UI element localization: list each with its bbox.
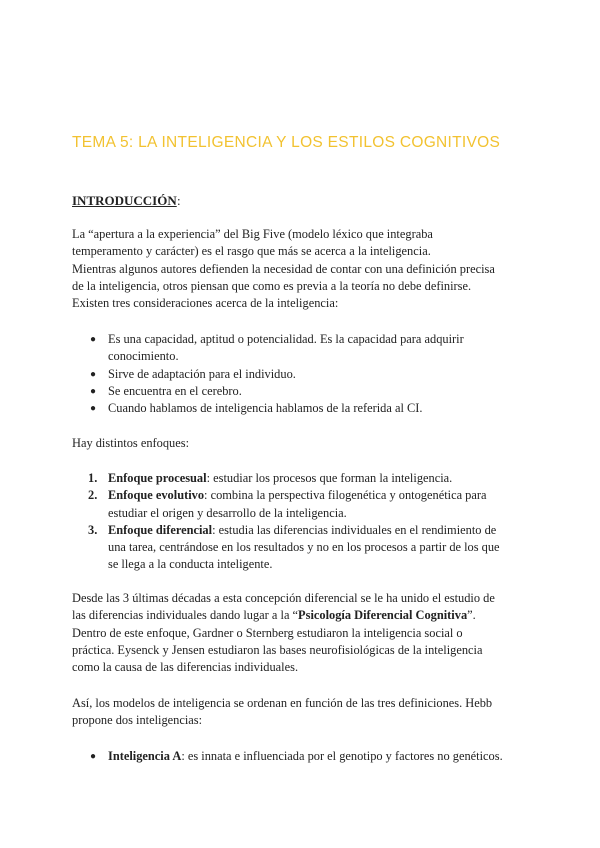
- list-item: [72, 383, 532, 400]
- enfoque-text: : estudiar los procesos que forman la inteligencia.: [206, 471, 453, 485]
- list-item: [72, 487, 532, 522]
- paragraph-line: Desde las 3 últimas décadas a esta concepción diferencial se le ha unido el estudio de: [72, 591, 495, 605]
- list-item: [72, 331, 532, 366]
- section-heading: INTRODUCCIÓN: [72, 193, 177, 208]
- considerations-list: [72, 331, 532, 417]
- bullet-icon: ●: [90, 368, 97, 380]
- enfoque-name: Enfoque procesual: [108, 471, 207, 485]
- list-number: 3.: [88, 522, 98, 537]
- paragraph-line: práctica. Eysenck y Jensen estudiaron las bases neurofisiológicas de la inteligencia: [72, 642, 483, 657]
- list-item-text: conocimiento.: [108, 349, 179, 364]
- paragraph-line: Dentro de este enfoque, Gardner o Sternberg estudiaron la inteligencia social o: [72, 625, 463, 640]
- bullet-icon: ●: [90, 334, 97, 345]
- enfoque-text: : combina la perspectiva filogenética y ontogenética para: [204, 488, 487, 503]
- enfoque-text: se llega a la conducta inteligente.: [108, 557, 273, 572]
- list-item-text: Se encuentra en el cerebro.: [108, 383, 242, 398]
- enfoque-text: estudiar el origen y desarrollo de la inteligencia.: [108, 505, 347, 520]
- enfoque-text: : estudia las diferencias individuales en el rendimiento de: [212, 522, 497, 537]
- list-item: [72, 522, 532, 574]
- bullet-icon: ●: [90, 751, 97, 762]
- list-item-text: Sirve de adaptación para el individuo.: [108, 366, 296, 381]
- paragraph-line: Mientras algunos autores defienden la necesidad de contar con una definición precisa: [72, 261, 495, 276]
- list-item: [72, 470, 532, 487]
- emphasis-term: Psicología Diferencial Cognitiva: [298, 608, 468, 623]
- intelligence-text: : es innata e influenciada por el genotipo y factores no genéticos.: [181, 749, 503, 763]
- intro-paragraph: [72, 226, 532, 312]
- enfoque-text: una tarea, centrándose en los resultados y no en los procesos a partir de los que: [108, 540, 500, 555]
- list-item: [72, 748, 532, 765]
- paragraph-line: propone dos inteligencias:: [72, 713, 203, 728]
- hebb-paragraph: [72, 695, 532, 730]
- paragraph-line: La “apertura a la experiencia” del Big Five (modelo léxico que integraba: [72, 227, 433, 241]
- enfoques-list: [72, 470, 532, 574]
- section-heading-colon: :: [177, 193, 181, 208]
- differential-paragraph: [72, 590, 532, 676]
- enfoques-intro: [72, 435, 532, 452]
- intelligence-list: [72, 748, 532, 765]
- page-title: TEMA 5: LA INTELIGENCIA Y LOS ESTILOS COGNITIVOS: [72, 134, 501, 151]
- list-item-text: Es una capacidad, aptitud o potencialidad. Es la capacidad para adquirir: [108, 332, 464, 346]
- paragraph-line: Existen tres consideraciones acerca de la inteligencia:: [72, 296, 339, 311]
- paragraph-text: ”.: [467, 608, 476, 623]
- paragraph-line: temperamento y carácter) es el rasgo que más se acerca a la inteligencia.: [72, 244, 431, 259]
- list-number: 2.: [88, 488, 98, 503]
- paragraph-line: Así, los modelos de inteligencia se ordenan en función de las tres definiciones. Hebb: [72, 696, 493, 710]
- paragraph-line: de la inteligencia, otros piensan que como es previa a la teoría no debe definirse.: [72, 278, 472, 293]
- enfoque-name: Enfoque evolutivo: [108, 488, 205, 503]
- list-item-text: Cuando hablamos de inteligencia hablamos de la referida al CI.: [108, 401, 423, 416]
- bullet-icon: ●: [90, 385, 97, 397]
- intelligence-name: Inteligencia A: [108, 749, 182, 763]
- list-item: [72, 400, 532, 417]
- list-item: [72, 366, 532, 383]
- paragraph-text: las diferencias individuales dando lugar a la “: [72, 608, 299, 623]
- list-number: 1.: [88, 471, 98, 485]
- paragraph-line: como la causa de las diferencias individuales.: [72, 660, 299, 675]
- bullet-icon: ●: [90, 403, 97, 415]
- paragraph-line: Hay distintos enfoques:: [72, 436, 190, 450]
- enfoque-name: Enfoque diferencial: [108, 522, 213, 537]
